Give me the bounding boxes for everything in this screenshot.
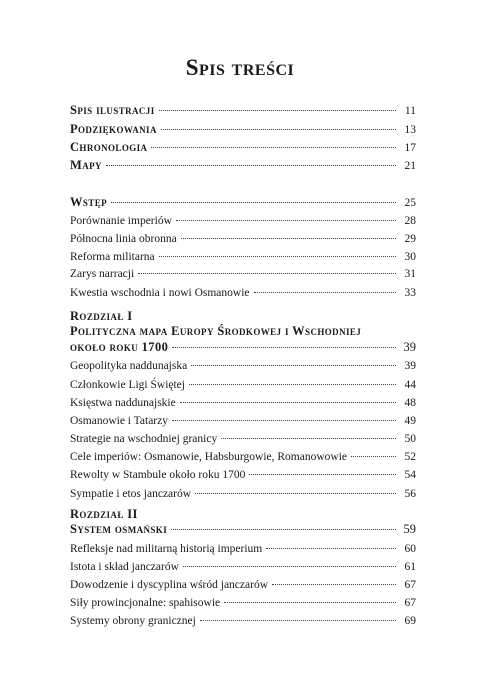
dot-leader [221, 438, 396, 439]
toc-entry-label: Członkowie Ligi Świętej [70, 379, 185, 391]
dot-leader [191, 365, 396, 366]
dot-leader [171, 529, 396, 530]
dot-leader [176, 220, 396, 221]
dot-leader [266, 548, 396, 549]
toc-subentry[interactable] [70, 614, 416, 628]
toc-entry-label: Systemy obrony granicznej [70, 615, 196, 627]
dot-leader [224, 602, 396, 603]
toc-entry-label: Północna linia obronna [70, 233, 177, 245]
toc-entry-page: 59 [403, 522, 416, 536]
toc-subentry[interactable] [70, 542, 416, 556]
toc-subentry[interactable] [70, 596, 416, 610]
toc-entry-label: Mapy [70, 158, 102, 172]
toc-entry-label: Rewolty w Stambule około roku 1700 [70, 469, 246, 481]
toc-subentry[interactable] [70, 468, 416, 482]
toc-section-intro[interactable] [70, 195, 416, 210]
dot-leader [200, 620, 396, 621]
dot-leader [183, 566, 396, 567]
dot-leader [172, 420, 396, 421]
toc-entry-page: 31 [404, 268, 416, 280]
toc-subentry[interactable] [70, 560, 416, 574]
dot-leader [106, 165, 396, 166]
toc-subentry[interactable] [70, 378, 416, 392]
toc-subentry[interactable] [70, 578, 416, 592]
toc-entry-page: 28 [404, 215, 416, 227]
toc-entry-page: 48 [404, 397, 416, 409]
toc-entry-label: Geopolityka naddunajska [70, 360, 188, 372]
chapter-title[interactable]: Polityczna mapa Europy Środkowej i Wschodniej [70, 324, 362, 338]
toc-entry-label: Spis ilustracji [70, 103, 155, 117]
toc-entry-page: 56 [404, 488, 416, 500]
dot-leader [181, 238, 396, 239]
toc-subentry[interactable] [70, 432, 416, 446]
toc-subentry[interactable] [70, 414, 416, 428]
toc-chapter-entry[interactable] [70, 522, 416, 536]
dot-leader [272, 584, 396, 585]
toc-entry-page: 49 [404, 415, 416, 427]
toc-entry-page: 50 [404, 433, 416, 445]
dot-leader [189, 384, 396, 385]
toc-subentry[interactable] [70, 286, 416, 300]
dot-leader [249, 474, 396, 475]
toc-entry-label: Strategie na wschodniej granicy [70, 433, 218, 445]
toc-entry-label: Refleksje nad militarną historią imperium [70, 543, 263, 555]
toc-entry-label: Sympatie i etos janczarów [70, 488, 192, 500]
toc-entry-page: 33 [404, 287, 416, 299]
toc-entry-page: 69 [404, 615, 416, 627]
toc-subentry[interactable] [70, 450, 416, 464]
dot-leader [151, 147, 396, 148]
toc-entry-page: 17 [404, 142, 416, 154]
dot-leader [161, 129, 396, 130]
toc-entry-page: 29 [404, 233, 416, 245]
toc-entry-label: Cele imperiów: Osmanowie, Habsburgowie, Romanowowie [70, 451, 348, 463]
toc-entry-page: 67 [404, 579, 416, 591]
page-title: Spis treści [185, 55, 295, 80]
toc-entry[interactable] [70, 103, 416, 118]
toc-entry-label: Osmanowie i Tatarzy [70, 415, 168, 427]
toc-subentry[interactable] [70, 232, 416, 246]
toc-entry-label: Podziękowania [70, 122, 157, 136]
toc-entry-page: 44 [404, 379, 416, 391]
toc-entry-label: Kwestia wschodnia i nowi Osmanowie [70, 287, 250, 299]
toc-entry[interactable] [70, 122, 416, 137]
toc-entry-page: 61 [404, 561, 416, 573]
chapter-title-continued: około roku 1700 [70, 340, 169, 354]
toc-subentry[interactable] [70, 396, 416, 410]
toc-entry-label: Chronologia [70, 140, 148, 154]
chapter-number: Rozdział II [70, 507, 138, 521]
dot-leader [138, 273, 396, 274]
toc-chapter-entry[interactable] [70, 340, 416, 354]
dot-leader [172, 347, 396, 348]
dot-leader [195, 493, 396, 494]
toc-entry-label: Reforma militarna [70, 251, 155, 263]
toc-subentry[interactable] [70, 359, 416, 373]
dot-leader [159, 110, 396, 111]
toc-entry-page: 39 [403, 340, 416, 354]
toc-subentry[interactable] [70, 267, 416, 281]
toc-entry-label: Zarys narracji [70, 268, 135, 280]
toc-entry-page: 60 [404, 543, 416, 555]
dot-leader [159, 256, 396, 257]
toc-entry-page: 11 [404, 105, 416, 117]
chapter-number: Rozdział I [70, 309, 133, 323]
toc-subentry[interactable] [70, 487, 416, 501]
toc-entry-label: Siły prowincjonalne: spahisowie [70, 597, 221, 609]
toc-entry-page: 67 [404, 597, 416, 609]
toc-entry-page: 13 [404, 124, 416, 136]
toc-subentry[interactable] [70, 250, 416, 264]
toc-entry-label: Wstęp [70, 195, 108, 209]
dot-leader [111, 202, 396, 203]
toc-entry-page: 39 [404, 360, 416, 372]
toc-entry[interactable] [70, 158, 416, 173]
chapter-title: System osmański [70, 522, 168, 536]
toc-entry-page: 30 [404, 251, 416, 263]
dot-leader [351, 456, 396, 457]
toc-entry[interactable] [70, 140, 416, 155]
dot-leader [254, 292, 397, 293]
toc-entry-label: Istota i skład janczarów [70, 561, 179, 573]
dot-leader [180, 402, 396, 403]
toc-entry-label: Porównanie imperiów [70, 215, 172, 227]
toc-entry-page: 54 [404, 469, 416, 481]
toc-entry-page: 21 [404, 160, 416, 172]
toc-subentry[interactable] [70, 214, 416, 228]
toc-entry-label: Księstwa naddunajskie [70, 397, 176, 409]
toc-entry-page: 52 [404, 451, 416, 463]
toc-entry-page: 25 [404, 197, 416, 209]
toc-entry-label: Dowodzenie i dyscyplina wśród janczarów [70, 579, 268, 591]
